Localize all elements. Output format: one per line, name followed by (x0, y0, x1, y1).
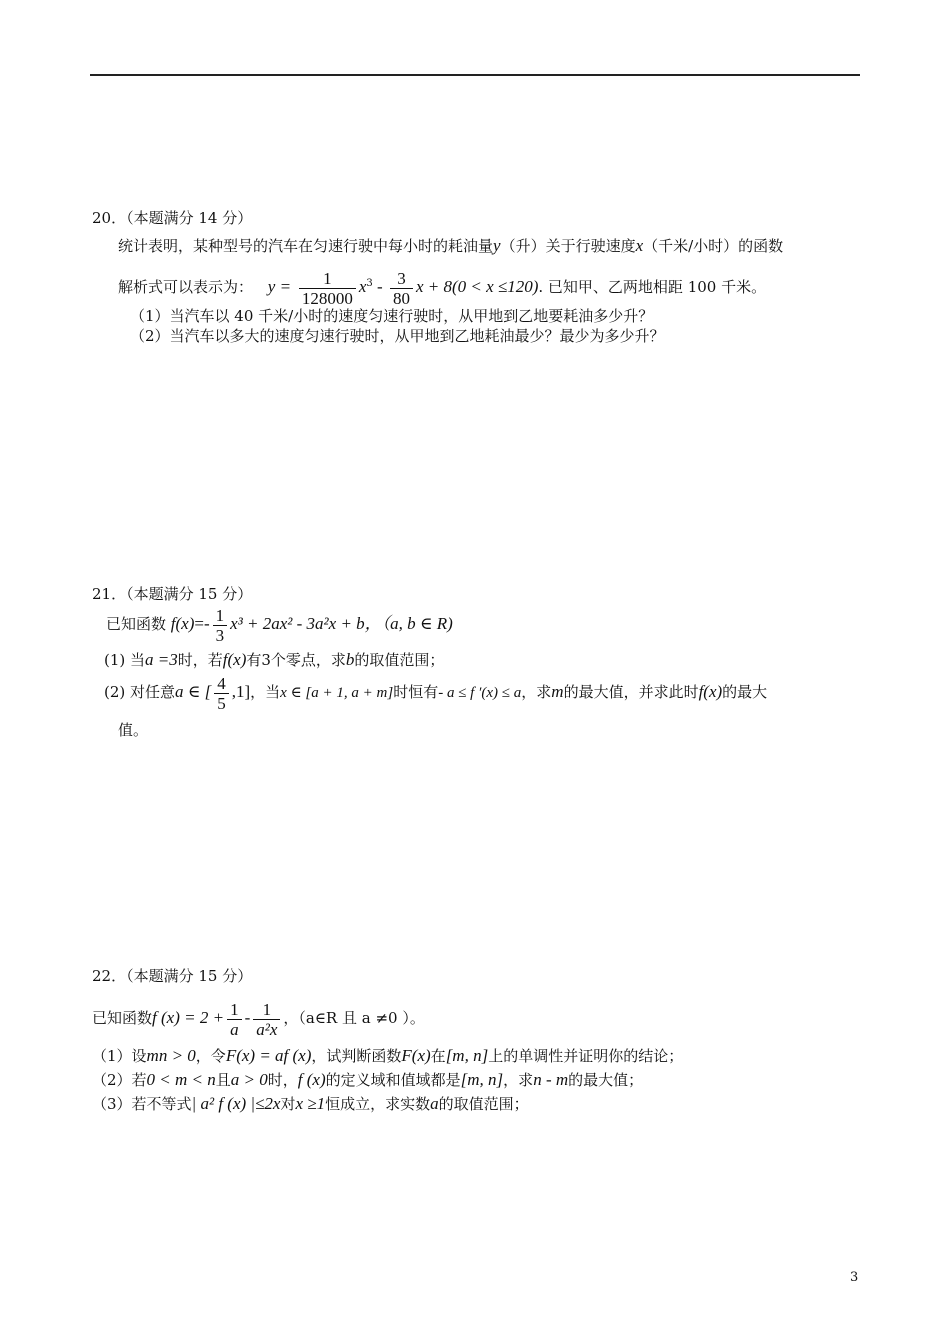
q20-formula-minus: - (372, 277, 387, 296)
q20-frac2-den: 80 (392, 288, 410, 308)
q20-frac1-num: 1 (299, 269, 356, 289)
q20-intro2: 解析式可以表示为： (118, 278, 254, 296)
q21-fraction (213, 606, 228, 645)
q21-p2-fraction (214, 674, 229, 713)
q21-p1-g: 的取值范围； (354, 651, 445, 669)
q21-p1-c: 时，若 (177, 651, 223, 669)
q20-var-x: x (635, 236, 644, 255)
q22-p1-h: [m, n] (445, 1046, 489, 1065)
q22-frac2-num: 1 (253, 1000, 280, 1020)
q21-p2-h: ，求 (521, 683, 552, 701)
q21-function-line (106, 604, 453, 645)
q22-p1-d: F(x) = af (x) (225, 1046, 312, 1065)
q21-part1 (104, 650, 444, 670)
q20-formula-exp: 3 (366, 278, 373, 289)
q21-part2 (104, 672, 767, 713)
q21-frac-num: 1 (213, 606, 228, 626)
q20-var-y: y (493, 236, 501, 255)
q21-p2-d: ，当 (250, 683, 281, 701)
q22-part2 (92, 1070, 643, 1090)
q21-part2-continued: 值。 (118, 721, 149, 739)
q21-fx: f(x) (170, 614, 195, 633)
q22-p2-a: （2）若 (92, 1071, 147, 1089)
q22-part1 (92, 1046, 683, 1066)
q22-function-line (92, 996, 425, 1040)
q22-p1-e: ，试判断函数 (311, 1047, 402, 1065)
q21-p2-b: a ∈ [ (175, 682, 212, 701)
q22-p1-f: F(x) (401, 1046, 431, 1065)
q21-p2-frac-num: 4 (214, 674, 229, 694)
q21-p2-l: 的最大 (722, 683, 768, 701)
q22-minus: - (244, 1008, 251, 1027)
page-number: 3 (850, 1270, 859, 1285)
q21-p2-k: f(x) (698, 682, 723, 701)
q22-p2-c: 且 (215, 1071, 231, 1089)
q20-frac2-num: 3 (390, 269, 413, 289)
q21-p2-a: (2) 对任意 (104, 683, 176, 701)
q22-p2-b: 0 < m < n (146, 1070, 216, 1089)
q21-p2-i: m (551, 682, 564, 701)
q20-intro-line1 (118, 236, 783, 256)
q22-frac2-den: a²x (256, 1019, 278, 1039)
q22-p1-a: （1）设 (92, 1047, 147, 1065)
q21-domain: ，（a, b ∈ R) (364, 614, 453, 633)
q20-unit-x: （千米/小时）的函数 (643, 237, 784, 255)
q21-lead: 已知函数 (106, 615, 167, 633)
q21-p2-e: x ∈ [a + 1, a + m] (280, 685, 394, 701)
q21-frac-den: 3 (215, 625, 225, 645)
q21-p1-e: 有3个零点，求 (246, 651, 346, 669)
q22-p3-b: | a² f (x) |≤2x (191, 1094, 281, 1113)
q20-unit-y: （升）关于行驶速度 (500, 237, 636, 255)
q20-formula-x: x (358, 277, 367, 296)
header-rule (90, 74, 860, 76)
q21-p1-b: a =3 (145, 650, 178, 669)
q20-intro1: 统计表明，某种型号的汽车在匀速行驶中每小时的耗油量 (118, 237, 494, 255)
q21-p2-frac-den: 5 (217, 693, 226, 713)
q20-fraction-2 (390, 269, 413, 308)
q22-frac1-num: 1 (227, 1000, 242, 1020)
q22-p1-c: ，令 (195, 1047, 226, 1065)
q21-p2-f: 时恒有 (393, 683, 439, 701)
q21-p2-j: 的最大值，并求此时 (563, 683, 699, 701)
q22-p2-f: f (x) (297, 1070, 326, 1089)
q20-formula-tail: x + 8(0 < x ≤120) (415, 277, 539, 296)
q22-p3-e: 恒成立，求实数 (325, 1095, 431, 1113)
q21-p2-g: - a ≤ f ′(x) ≤ a (438, 685, 522, 701)
q20-frac1-den: 128000 (301, 288, 353, 308)
q20-formula-line (118, 264, 766, 308)
q22-p2-d: a > 0 (230, 1070, 268, 1089)
q21-rest: x³ + 2ax² - 3a²x + b (230, 614, 365, 633)
q22-p3-g: 的取值范围； (438, 1095, 529, 1113)
q22-frac1-den: a (230, 1019, 239, 1039)
q22-p2-g: 的定义域和值域都是 (325, 1071, 461, 1089)
q22-p1-i: 上的单调性并证明你的结论； (488, 1047, 684, 1065)
q22-fraction-1 (227, 1000, 242, 1039)
q22-p3-c: 对 (280, 1095, 296, 1113)
q21-p1-f: b (345, 650, 355, 669)
q20-fraction-1 (299, 269, 356, 308)
q22-lead: 已知函数 (92, 1009, 153, 1027)
q22-p2-k: 的最大值； (568, 1071, 644, 1089)
q20-header: 20．（本题满分 14 分） (92, 209, 253, 227)
q20-intro2-tail: . 已知甲、乙两地相距 100 千米。 (538, 278, 767, 296)
q22-part3 (92, 1094, 529, 1114)
q21-eq: =- (194, 614, 210, 633)
q22-fx: f (x) = 2 + (152, 1008, 225, 1027)
q22-p3-d: x ≥1 (295, 1094, 326, 1113)
q22-p3-a: （3）若不等式 (92, 1095, 192, 1113)
q21-header: 21．（本题满分 15 分） (92, 585, 253, 603)
q22-header: 22．（本题满分 15 分） (92, 967, 253, 985)
q22-p1-b: mn > 0 (146, 1046, 196, 1065)
q22-p2-j: n - m (533, 1070, 569, 1089)
q22-p1-g: 在 (430, 1047, 446, 1065)
q21-p1-d: f(x) (222, 650, 247, 669)
q20-part1: （1）当汽车以 40 千米/小时的速度匀速行驶时，从甲地到乙地要耗油多少升？ (130, 307, 654, 325)
q20-part2: （2）当汽车以多大的速度匀速行驶时，从甲地到乙地耗油最少？最少为多少升？ (130, 327, 665, 345)
q20-formula-lhs: y = (267, 277, 292, 296)
q21-p1-a: (1) 当 (104, 651, 146, 669)
q21-p2-c: ,1] (231, 682, 251, 701)
q22-p2-i: ，求 (503, 1071, 534, 1089)
q22-condition: ，（a∈R 且 a ≠0 ）。 (283, 1009, 425, 1027)
q22-p3-f: a (430, 1094, 439, 1113)
q22-p2-e: 时， (267, 1071, 298, 1089)
q22-p2-h: [m, n] (460, 1070, 504, 1089)
q22-fraction-2 (253, 1000, 280, 1039)
